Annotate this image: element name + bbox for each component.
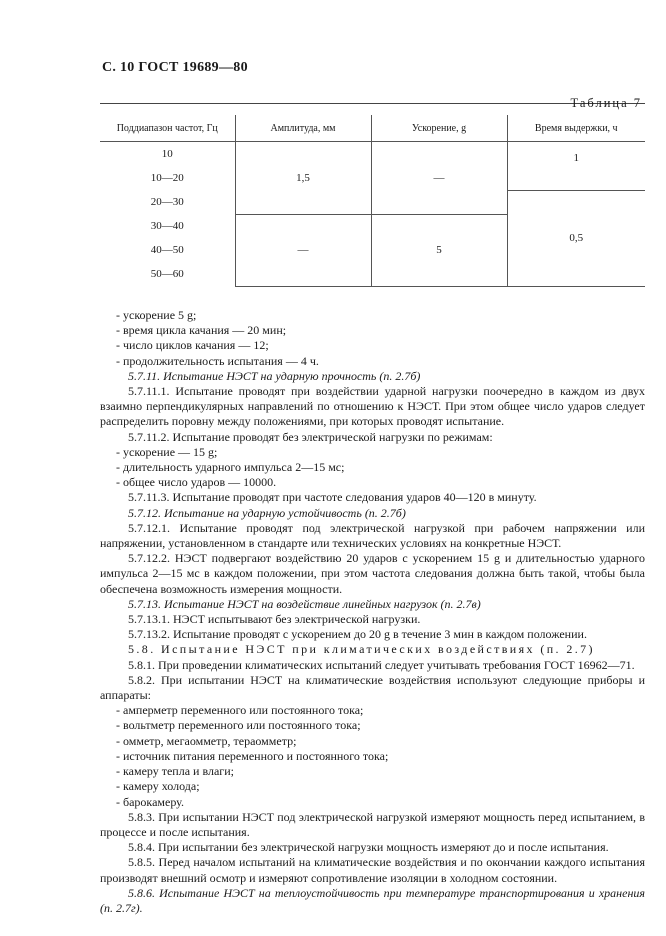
header-acceleration: Ускорение, g [371,115,507,142]
list-item: - длительность ударного импульса 2—15 мс; [116,460,345,475]
hold-time-cell: 0,5 [507,190,645,286]
list-item: - источник питания переменного и постоянного тока; [116,748,389,763]
frequency-cell: 40—50 [150,244,184,256]
list-item: - число циклов качания — 12; [116,338,269,353]
section-heading: 5.8.6. Испытание НЭСТ на теплоустойчивость при температуре транспортирования и хранения (п. 2.7г). [100,885,645,915]
header-frequency-range: Поддиапазон частот, Гц [100,115,235,142]
section-heading: 5.7.13. Испытание НЭСТ на воздействие линейных нагрузок (п. 2.7в) [128,596,481,611]
page-header: С. 10 ГОСТ 19689—80 [102,60,248,75]
paragraph: 5.8.5. Перед началом испытаний на климатические воздействия и по окончании каждого испытания производят внешний осмотр и измеряют сопротивление изоляции в холодном состоянии. [100,855,645,885]
section-heading: 5.7.11. Испытание НЭСТ на ударную прочность (п. 2.7б) [128,368,421,383]
list-item: - общее число ударов — 10000. [116,475,277,490]
section-heading: 5.8. Испытание НЭСТ при климатических воздействиях (п. 2.7) [128,642,595,657]
list-item: - камеру холода; [116,779,200,794]
acceleration-cell: — [371,142,507,215]
list-item: - камеру тепла и влаги; [116,764,234,779]
paragraph: 5.7.11.3. Испытание проводят при частоте следования ударов 40—120 в минуту. [128,490,537,505]
list-item: - барокамеру. [116,794,184,809]
frequency-cell: 30—40 [100,214,235,238]
hold-time-cell: 1 [507,142,645,191]
list-item: - амперметр переменного или постоянного тока; [116,703,364,718]
body-text [100,308,645,916]
frequency-cell: 50—60 [150,268,184,280]
amplitude-cell: 1,5 [235,142,371,215]
list-item: - омметр, мегаомметр, тераомметр; [116,733,297,748]
list-item: - вольтметр переменного или постоянного тока; [116,718,361,733]
frequency-cell: 20—30 [100,190,235,214]
paragraph: 5.8.1. При проведении климатических испытаний следует учитывать требования ГОСТ 16962—71. [128,657,635,672]
acceleration-cell: 5 [371,214,507,286]
list-item: - ускорение — 15 g; [116,444,218,459]
list-item: - время цикла качания — 20 мин; [116,323,287,338]
section-heading: 5.7.12. Испытание на ударную устойчивость (п. 2.7б) [128,505,406,520]
paragraph: 5.7.13.1. НЭСТ испытывают без электрической нагрузки. [128,612,421,627]
paragraph: 5.8.2. При испытании НЭСТ на климатические воздействия используют следующие приборы и аппараты: [100,672,645,703]
frequency-cell: 10 [100,142,235,167]
amplitude-cell: — [235,214,371,286]
frequency-cell: 10—20 [150,172,184,184]
paragraph: 5.7.11.2. Испытание проводят без электрической нагрузки по режимам: [128,429,493,444]
header-hold-time: Время выдержки, ч [507,115,645,142]
list-item: - продолжительность испытания — 4 ч. [116,353,319,368]
header-amplitude: Амплитуда, мм [235,115,371,142]
table-caption: Таблица 7 [570,96,642,110]
paragraph: 5.7.12.2. НЭСТ подвергают воздействию 20 ударов с ускорением 15 g и длительностью ударного импульса 2—15 мс в каждом положении, при этом частота следования должна быть такой, чтобы была обеспечена возможность измерения мощности. [100,551,645,596]
paragraph: 5.7.11.1. Испытание проводят при воздействии ударной нагрузки поочередно в каждом из двух взаимно перпендикулярных направлений по отношению к НЭСТ. При этом общее число ударов следует распределить поровну между положениями, при которых проводят испытание. [100,384,645,429]
paragraph: 5.8.3. При испытании НЭСТ под электрической нагрузкой измеряют мощность перед испытанием, в процессе и после испытания. [100,809,645,839]
list-item: - ускорение 5 g; [116,308,197,322]
paragraph: 5.7.12.1. Испытание проводят под электрической нагрузкой при рабочем напряжении или напряжении, установленном в стандарте или технических условиях на конкретные НЭСТ. [100,520,645,551]
paragraph: 5.8.4. При испытании без электрической нагрузки мощность измеряют до и после испытания. [128,840,609,855]
vibration-table [100,115,645,287]
header-rule [100,103,645,104]
paragraph: 5.7.13.2. Испытание проводят с ускорением до 20 g в течение 3 мин в каждом положении. [128,627,587,642]
